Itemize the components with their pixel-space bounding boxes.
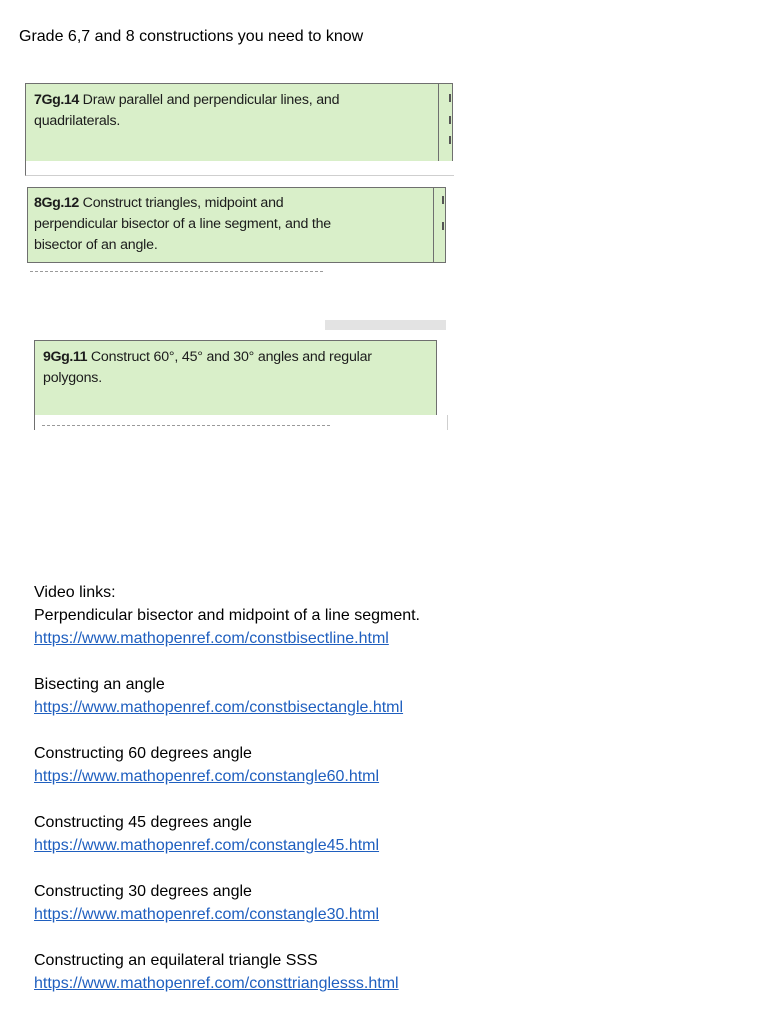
cropped-column-mark [449,116,451,124]
standard-line: Construct triangles, midpoint and [82,195,284,211]
link-label: Bisecting an angle [34,676,165,693]
link-label: Perpendicular bisector and midpoint of a line segment. [34,607,420,624]
video-links-heading: Video links: [34,584,116,601]
link-label: Constructing 60 degrees angle [34,745,252,762]
standard-text [34,90,339,132]
standard-line: polygons. [43,370,102,386]
cropped-gray-strip [325,320,446,330]
snippet-footer [34,415,448,430]
standard-snippet-7gg14 [25,83,453,162]
video-link[interactable]: https://www.mathopenref.com/consttrianglesss.html [34,975,399,992]
cropped-row-edge [30,271,325,272]
video-link[interactable]: https://www.mathopenref.com/constangle30.html [34,906,380,923]
page-title: Grade 6,7 and 8 constructions you need to know [19,28,364,45]
cropped-column-mark [449,136,451,144]
cropped-row-edge [42,425,332,426]
standard-snippet-8gg12 [27,187,446,263]
link-label: Constructing 45 degrees angle [34,814,252,831]
standard-line: perpendicular bisector of a line segment, and the [34,216,331,232]
link-label: Constructing an equilateral triangle SSS [34,952,318,969]
standard-code: 7Gg.14 [34,92,79,108]
standard-code: 9Gg.11 [43,349,88,365]
video-link[interactable]: https://www.mathopenref.com/constbisectline.html [34,630,389,647]
link-label: Constructing 30 degrees angle [34,883,252,900]
standard-line: bisector of an angle. [34,237,158,253]
cropped-column-mark [449,94,451,102]
standard-line: Draw parallel and perpendicular lines, and [82,92,340,108]
snippet-footer [25,161,454,176]
column-divider [433,188,434,262]
video-link[interactable]: https://www.mathopenref.com/constangle60.html [34,768,380,785]
video-link[interactable]: https://www.mathopenref.com/constbisectangle.html [34,699,404,716]
cropped-column-mark [442,222,444,230]
video-links-section [34,581,420,995]
standard-line: Construct 60°, 45° and 30° angles and regular [90,349,372,365]
standard-snippet-9gg11 [34,340,437,416]
video-link[interactable]: https://www.mathopenref.com/constangle45.html [34,837,380,854]
column-divider [438,84,439,161]
standard-line: quadrilaterals. [34,113,121,129]
standard-text [43,347,372,389]
cropped-column-mark [442,196,444,204]
standard-code: 8Gg.12 [34,195,79,211]
standard-text [34,193,331,256]
